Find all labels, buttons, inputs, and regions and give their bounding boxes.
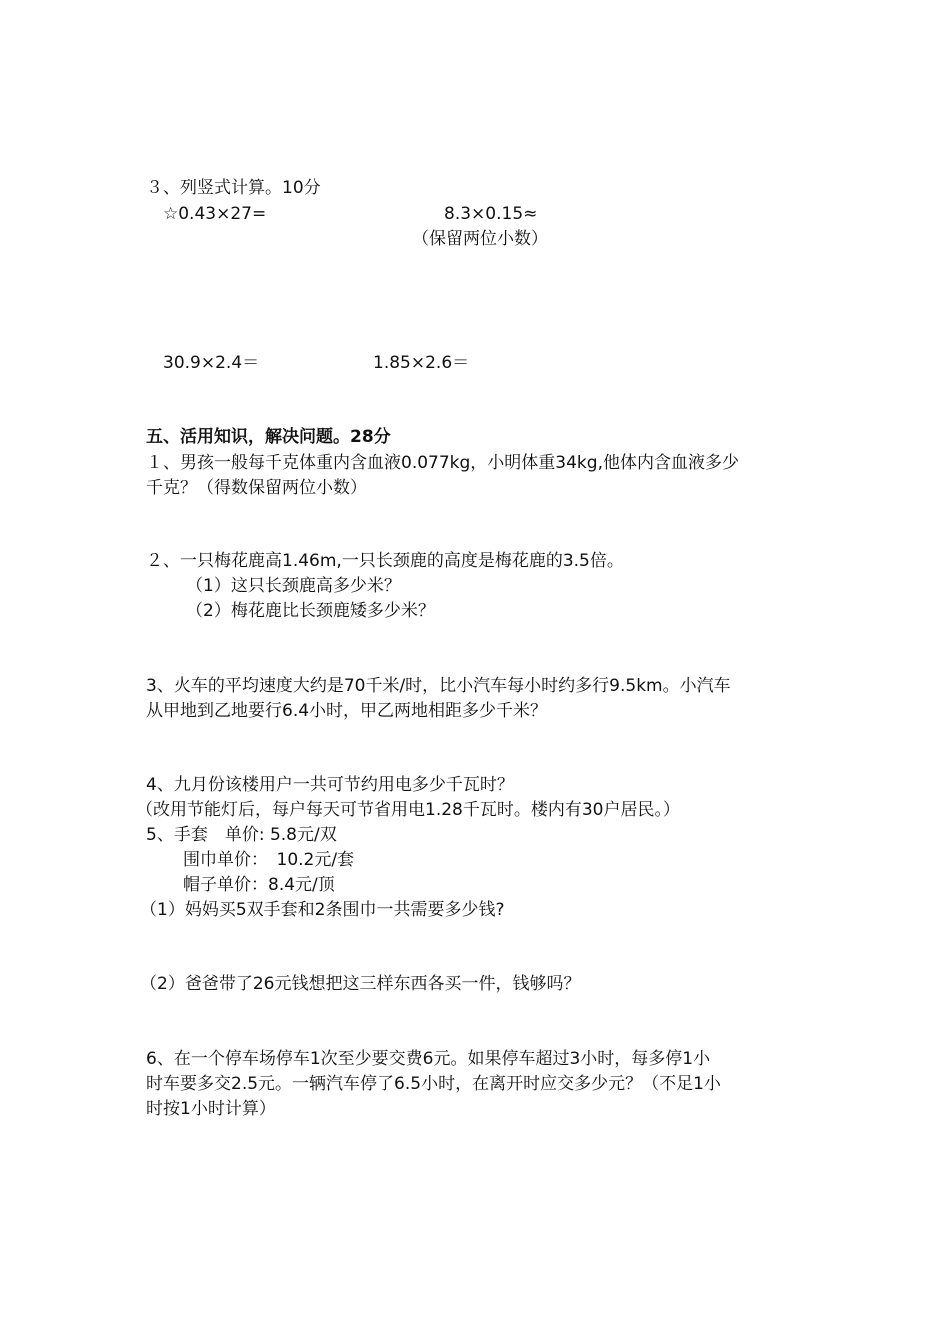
problem-6-line-1: 6、在一个停车场停车1次至少要交费6元。如果停车超过3小时，每多停1小 — [146, 1049, 711, 1069]
problem-5-line-3: 帽子单价：8.4元/顶 — [183, 875, 335, 895]
problem-5-sub-1: （1）妈妈买5双手套和2条围巾一共需要多少钱? — [140, 900, 505, 920]
calc-question-1: ☆0.43×27= — [163, 204, 267, 224]
problem-4-line-2: （改用节能灯后，每户每天可节省用电1.28千瓦时。楼内有30户居民。） — [136, 800, 680, 820]
calc-question-2: 8.3×0.15≈ — [444, 204, 538, 224]
problem-3-line-2: 从甲地到乙地要行6.4小时，甲乙两地相距多少千米？ — [146, 701, 548, 721]
problem-4-line-1: 4、九月份该楼用户一共可节约用电多少千瓦时？ — [146, 775, 514, 795]
problem-5-line-1: 5、手套 单价: 5.8元/双 — [146, 825, 337, 845]
calc-question-4: 1.85×2.6＝ — [373, 353, 470, 373]
problem-6-line-3: 时按1小时计算） — [146, 1099, 276, 1119]
section-5-title: 五、活用知识，解决问题。28分 — [146, 427, 391, 447]
calc-question-2-note: （保留两位小数） — [412, 229, 548, 249]
calc-question-3: 30.9×2.4＝ — [163, 353, 260, 373]
problem-6-line-2: 时车要多交2.5元。一辆汽车停了6.5小时，在离开时应交多少元？（不足1小 — [146, 1074, 721, 1094]
problem-2-line-1: ２、一只梅花鹿高1.46m,一只长颈鹿的高度是梅花鹿的3.5倍。 — [146, 551, 624, 571]
problem-2-sub-2: （2）梅花鹿比长颈鹿矮多少米？ — [186, 601, 435, 621]
problem-1-line-2: 千克？（得数保留两位小数） — [146, 478, 367, 498]
problem-5-sub-2: （2）爸爸带了26元钱想把这三样东西各买一件，钱够吗？ — [140, 974, 581, 994]
problem-2-sub-1: （1）这只长颈鹿高多少米？ — [186, 576, 401, 596]
problem-5-line-2: 围巾单价： 10.2元/套 — [183, 850, 355, 870]
problem-3-line-1: 3、火车的平均速度大约是70千米/时，比小汽车每小时约多行9.5km。小汽车 — [146, 676, 731, 696]
problem-1-line-1: １、男孩一般每千克体重内含血液0.077kg，小明体重34kg,他体内含血液多少 — [146, 453, 739, 473]
section-3-title: ３、列竖式计算。10分 — [146, 178, 321, 198]
